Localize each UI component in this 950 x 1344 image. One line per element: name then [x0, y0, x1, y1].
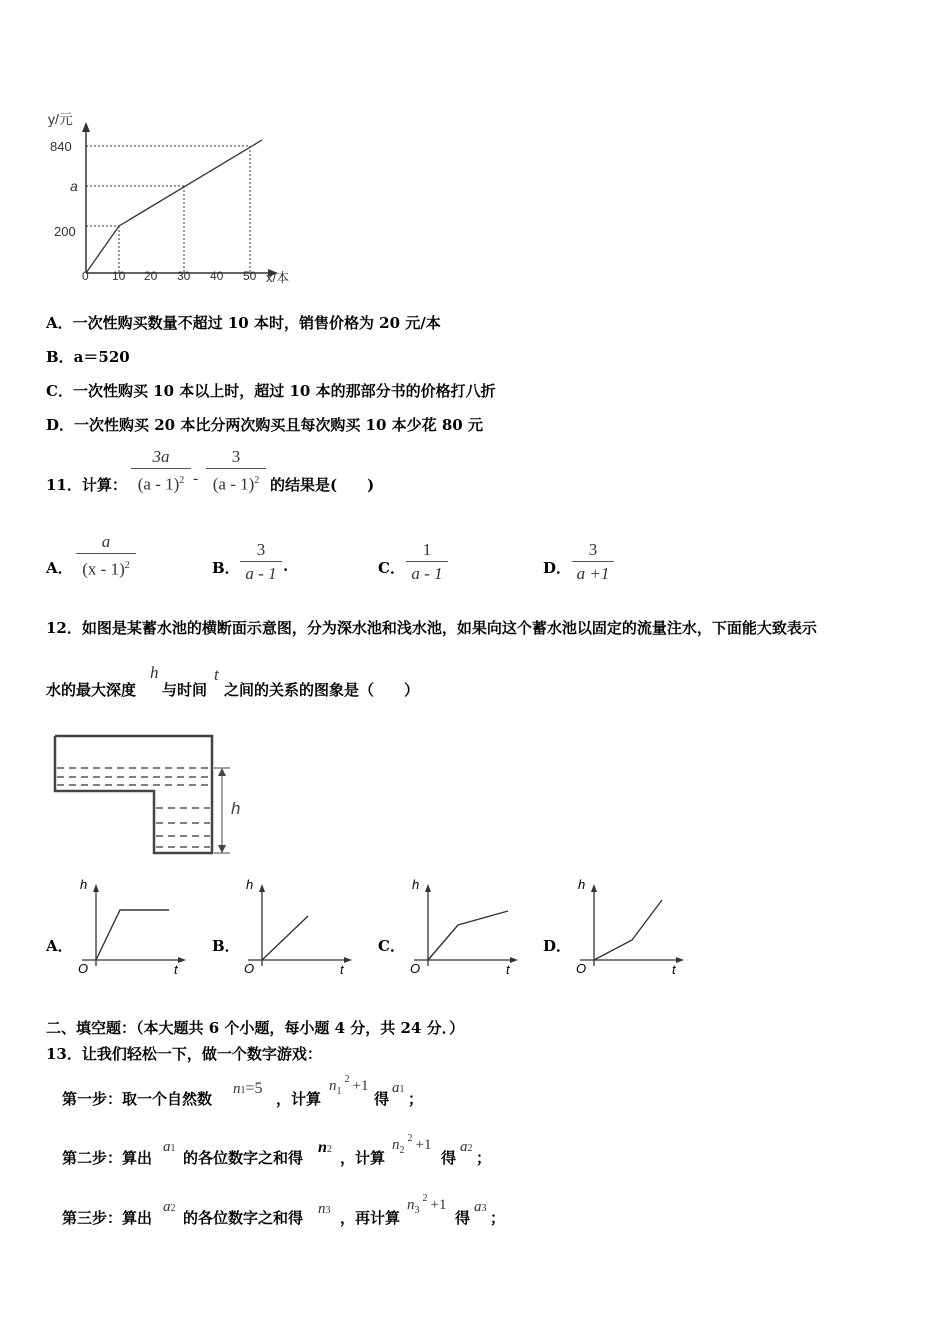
q10-option-d: D．一次性购买 20 本比分两次购买且每次购买 10 本少花 80 元 — [46, 416, 483, 434]
reservoir-outline — [55, 736, 212, 853]
step2-text-a: 第二步：算出 — [62, 1149, 153, 1167]
step2-a2: a2 — [460, 1139, 473, 1155]
step1-text-a: 第一步：取一个自然数 — [62, 1090, 213, 1108]
q12-line-2b: 与时间 — [162, 681, 208, 699]
q10-option-a: A．一次性购买数量不超过 10 本时，销售价格为 20 元/本 — [46, 314, 441, 332]
q10-option-b: B．a＝520 — [46, 348, 130, 366]
axis-label-h: h — [412, 877, 420, 892]
x-arrow — [676, 957, 684, 963]
step3-end: ； — [490, 1209, 506, 1227]
q12-h-variable: h — [150, 663, 159, 682]
q11-minus: - — [193, 470, 199, 487]
q11-option-d-fraction: 3 a +1 — [572, 540, 614, 585]
step1-expr: $n_1^2 +1$ — [329, 1074, 369, 1097]
step1-n1-eq: n1=5 — [233, 1080, 263, 1097]
y-arrow — [425, 884, 431, 892]
step3-expr: $n_3^2 +1$ — [407, 1193, 447, 1216]
q10-option-c: C．一次性购买 10 本以上时，超过 10 本的那部分书的价格打八折 — [46, 382, 496, 400]
q11-option-b-fraction: 3 a - 1 — [240, 540, 282, 585]
step1-text-b: ，计算 — [276, 1090, 322, 1108]
q11-option-c-label: C． — [378, 559, 405, 577]
step1-text-c: 得 — [374, 1090, 390, 1108]
q12-option-a-label: A． — [46, 937, 73, 955]
step2-text-c: ，计算 — [340, 1149, 386, 1167]
q12-graph-b — [238, 876, 358, 976]
origin-label: O — [78, 961, 89, 976]
y-tick-a: a — [70, 178, 78, 194]
x-axis-label: x/本 — [266, 270, 290, 285]
graph-line — [594, 900, 662, 960]
q12-graph-a — [72, 876, 192, 976]
y-arrow — [591, 884, 597, 892]
q12-graph-d — [570, 876, 690, 976]
origin-label: O — [410, 961, 421, 976]
y-axis-arrow — [82, 122, 90, 132]
q11-option-d-label: D． — [543, 559, 572, 577]
q11-option-c-fraction: 1 a - 1 — [406, 540, 448, 585]
step3-a2: a2 — [163, 1199, 176, 1215]
x-tick: 0 — [82, 269, 89, 283]
y-arrow — [93, 884, 99, 892]
step3-a3: a3 — [474, 1199, 487, 1215]
section-2-title: 二、填空题：（本大题共 6 个小题，每小题 4 分，共 24 分．） — [46, 1019, 465, 1037]
axis-label-t: t — [174, 962, 178, 976]
y-axis-label: y/元 — [48, 111, 73, 127]
q11-fraction-1: 3a (a - 1)$^2$ — [131, 447, 191, 496]
origin-label: O — [244, 961, 255, 976]
x-tick: 30 — [177, 269, 191, 283]
step3-text-c: ，再计算 — [340, 1209, 401, 1227]
step1-a1: a1 — [392, 1080, 405, 1096]
q11-prefix: 11．计算： — [46, 476, 127, 494]
axis-label-t: t — [506, 962, 510, 976]
x-tick: 50 — [243, 269, 257, 283]
guide-lines — [86, 146, 250, 273]
q11-option-a-fraction: a (x - 1)$^2$ — [76, 532, 136, 581]
step2-text-d: 得 — [441, 1149, 457, 1167]
q12-option-c-label: C． — [378, 937, 405, 955]
q11-suffix: 的结果是( ) — [270, 476, 375, 494]
q12-option-d-label: D． — [543, 937, 572, 955]
depth-arrow-head-top — [218, 768, 226, 776]
q12-t-variable: t — [214, 665, 219, 684]
graph-line — [428, 911, 508, 960]
depth-label: h — [231, 799, 241, 818]
q12-graph-c — [404, 876, 524, 976]
axis-label-h: h — [246, 877, 254, 892]
q11-option-b-period: . — [283, 557, 289, 575]
water-lines — [57, 768, 210, 847]
y-arrow — [259, 884, 265, 892]
x-tick: 10 — [112, 269, 126, 283]
price-line — [86, 140, 262, 273]
axis-label-t: t — [672, 962, 676, 976]
step2-text-b: 的各位数字之和得 — [183, 1149, 304, 1167]
step3-text-b: 的各位数字之和得 — [183, 1209, 304, 1227]
axis-label-h: h — [578, 877, 586, 892]
y-tick-840: 840 — [50, 139, 72, 154]
x-arrow — [344, 957, 352, 963]
x-arrow — [510, 957, 518, 963]
step2-end: ； — [476, 1149, 492, 1167]
x-tick: 40 — [210, 269, 224, 283]
q12-line-2a: 水的最大深度 — [46, 681, 137, 699]
axis-label-t: t — [340, 962, 344, 976]
q11-fraction-2: 3 (a - 1)$^2$ — [206, 447, 266, 496]
q12-option-b-label: B． — [212, 937, 240, 955]
reservoir-diagram — [50, 730, 250, 860]
step3-n3: n3 — [318, 1201, 331, 1217]
graph-line — [262, 916, 308, 960]
price-graph — [40, 108, 310, 288]
step3-text-d: 得 — [455, 1209, 471, 1227]
origin-label: O — [576, 961, 587, 976]
step2-expr: $n_2^2 +1$ — [392, 1133, 432, 1156]
graph-line — [96, 910, 169, 960]
q11-option-a-label: A． — [46, 559, 73, 577]
step3-text-a: 第三步：算出 — [62, 1209, 153, 1227]
step2-n2: n2 — [318, 1139, 332, 1156]
step1-end: ； — [408, 1090, 424, 1108]
x-arrow — [178, 957, 186, 963]
q12-line-2c: 之间的关系的图象是（ ） — [224, 681, 420, 699]
axis-label-h: h — [80, 877, 88, 892]
depth-arrow-head-bottom — [218, 845, 226, 853]
q11-option-b-label: B． — [212, 559, 240, 577]
y-tick-200: 200 — [54, 224, 76, 239]
q13-intro: 13．让我们轻松一下，做一个数字游戏： — [46, 1045, 322, 1063]
step2-a1: a1 — [163, 1139, 176, 1155]
q12-line-1: 12．如图是某蓄水池的横断面示意图，分为深水池和浅水池，如果向这个蓄水池以固定的流量注水，下面能大致表示 — [46, 619, 817, 637]
x-tick: 20 — [144, 269, 158, 283]
